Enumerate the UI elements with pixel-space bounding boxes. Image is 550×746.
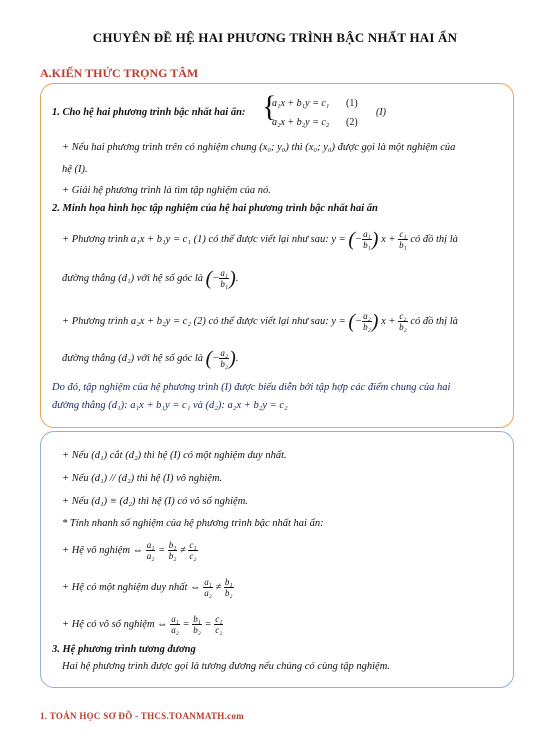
equation-2-number: (2)	[346, 117, 358, 128]
heading-1: 1. Cho hệ hai phương trình bậc nhất hai ẩn:	[52, 107, 246, 118]
equation-1-number: (1)	[346, 98, 358, 109]
rule-coincide: + Nếu (d₁) ≡ (d₂) thì hệ (I) có vô số nghiệm.	[62, 496, 248, 507]
equation-1: a₁x + b₁y = c₁	[272, 98, 330, 109]
line2-slope-value: $\frac{\text{a₂}}{\text{b₂}}$	[220, 348, 229, 369]
equation-2: a₂x + b₂y = c₂	[272, 117, 330, 128]
line1-mid: x +	[381, 233, 396, 245]
document-title: CHUYÊN ĐỀ HỆ HAI PHƯƠNG TRÌNH BẬC NHẤT HAI ẨN	[92, 30, 458, 45]
line2-slope: đường thẳng (d₂) với hệ số góc là (− $\frac{\text{a₂}}{\text{b₂}}$ ).	[62, 347, 239, 370]
line2-intercept-fraction: $\frac{\text{c₂}}{\text{b₂}}$	[399, 311, 407, 332]
knowledge-box-1	[40, 83, 514, 428]
line2-rewrite: + Phương trình a₂x + b₂y = c₂ (2) có thể được viết lại như sau: y = (− $\frac{\text{a₂}}{\text{b₂}}$ ) x + $\frac{\text{c₂}}{\text{b₂}}$ có đồ thị là	[62, 310, 458, 333]
infinite-solutions-condition: + Hệ có vô số nghiệm ⇔ $\frac{\text{a₁}}{\text{a₂}}$ = $\frac{\text{b₁}}{\text{b₂}}$ = $\frac{\text{c₁}}{\text{c₂}}$	[62, 614, 223, 635]
bullet-common-solution-cont: hệ (I).	[62, 164, 88, 175]
section-a-heading: A.KIẾN THỨC TRỌNG TÂM	[40, 66, 199, 80]
system-label: (I)	[376, 107, 386, 118]
equivalent-definition: Hai hệ phương trình được gọi là tương đương nếu chúng có cùng tập nghiệm.	[62, 661, 390, 672]
rule-intersect: + Nếu (d₁) cắt (d₂) thì hệ (I) có một nghiệm duy nhất.	[62, 450, 287, 461]
heading-3: 3. Hệ phương trình tương đương	[52, 644, 196, 655]
quick-count-heading: * Tính nhanh số nghiệm của hệ phương trình bậc nhất hai ẩn:	[62, 518, 324, 529]
conclusion-line-2: đường thẳng (d₁): a₁x + b₁y = c₁ và (d₂): a₂x + b₂y = c₂	[52, 400, 288, 411]
line2-slope-fraction: $\frac{\text{a₂}}{\text{b₂}}$	[363, 311, 371, 332]
line1-slope-fraction: $\frac{\text{a₁}}{\text{b₁}}$	[363, 229, 371, 250]
rule-parallel: + Nếu (d₁) // (d₂) thì hệ (I) vô nghiệm.	[62, 473, 223, 484]
conclusion-line-1: Do đó, tập nghiệm của hệ phương trình (I) được biểu diễn bởi tập hợp các điểm chung của hai	[52, 382, 451, 393]
line2-end: có đồ thị là	[410, 315, 458, 327]
one-solution-label: + Hệ có một nghiệm duy nhất ⇔	[62, 581, 201, 593]
no-solution-label: + Hệ vô nghiệm ⇔	[62, 544, 144, 556]
line1-slope: đường thẳng (d₁) với hệ số góc là (− $\frac{\text{a₁}}{\text{b₁}}$ ).	[62, 267, 239, 290]
bullet-solve-system: + Giải hệ phương trình là tìm tập nghiệm của nó.	[62, 185, 271, 196]
heading-2: 2. Minh họa hình học tập nghiệm của hệ hai phương trình bậc nhất hai ẩn	[52, 203, 378, 214]
line1-end: có đồ thị là	[410, 233, 458, 245]
line2-slope-text: đường thẳng (d₂) với hệ số góc là	[62, 352, 204, 364]
line1-slope-value: $\frac{\text{a₁}}{\text{b₁}}$	[220, 268, 229, 289]
line1-slope-text: đường thẳng (d₁) với hệ số góc là	[62, 272, 204, 284]
page-footer: 1. TOÁN HỌC SƠ ĐỒ - THCS.TOANMATH.com	[40, 711, 245, 721]
bullet-common-solution: + Nếu hai phương trình trên có nghiệm chung (x₀; y₀) thì (x₀; y₀) được gọi là một nghiệm của	[62, 142, 456, 153]
line1-rewrite-text: + Phương trình a₁x + b₁y = c₁ (1) có thể được viết lại như sau: y =	[62, 233, 346, 245]
line2-mid: x +	[381, 315, 396, 327]
one-solution-condition: + Hệ có một nghiệm duy nhất ⇔ $\frac{\text{a₁}}{\text{a₂}}$ ≠ $\frac{\text{b₁}}{\text{b₂}}$	[62, 577, 233, 598]
line2-rewrite-text: + Phương trình a₂x + b₂y = c₂ (2) có thể được viết lại như sau: y =	[62, 315, 346, 327]
infinite-solutions-label: + Hệ có vô số nghiệm ⇔	[62, 618, 168, 630]
system-brace: {	[262, 90, 277, 123]
line1-rewrite: + Phương trình a₁x + b₁y = c₁ (1) có thể được viết lại như sau: y = (− $\frac{\text{a₁}}{\text{b₁}}$ ) x + $\frac{\text{c₁}}{\text{b₁}}$ có đồ thị là	[62, 228, 458, 251]
no-solution-condition: + Hệ vô nghiệm ⇔ $\frac{\text{a₁}}{\text{a₂}}$ = $\frac{\text{b₁}}{\text{b₂}}$ ≠ $\frac{\text{c₁}}{\text{c₂}}$	[62, 540, 197, 561]
line1-intercept-fraction: $\frac{\text{c₁}}{\text{b₁}}$	[399, 229, 407, 250]
